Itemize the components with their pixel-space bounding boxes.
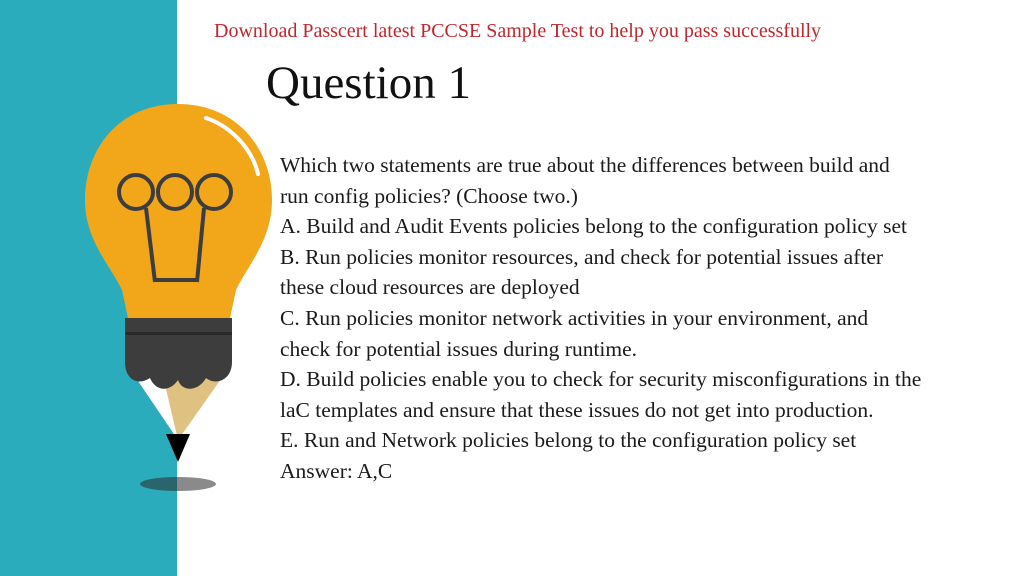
bulb-base [125,318,232,389]
option-c-cont: check for potential issues during runtime. [280,336,638,361]
promo-banner: Download Passcert latest PCCSE Sample Test to help you pass successfully [214,20,822,42]
pencil-tip [166,434,190,462]
option-a: A. Build and Audit Events policies belong to the configuration policy set [280,214,907,239]
option-c: C. Run policies monitor network activities in your environment, and [280,305,869,330]
question-line: Which two statements are true about the differences between build and [280,153,890,177]
question-body [280,150,1020,487]
option-b-cont: these cloud resources are deployed [280,275,580,300]
lightbulb-pencil-icon [80,100,280,500]
answer-line: Answer: A,C [280,458,393,483]
option-b: B. Run policies monitor resources, and check for potential issues after [280,244,884,269]
bulb-base-band [125,332,232,335]
option-d: D. Build policies enable you to check for security misconfigurations in the [280,367,922,392]
question-line: run config policies? (Choose two.) [280,183,578,208]
bulb-glass [85,104,272,318]
question-title: Question 1 [266,57,471,109]
bulb-shadow [140,477,216,491]
option-d-cont: laC templates and ensure that these issues do not get into production. [280,397,874,422]
option-e: E. Run and Network policies belong to the configuration policy set [280,428,857,453]
